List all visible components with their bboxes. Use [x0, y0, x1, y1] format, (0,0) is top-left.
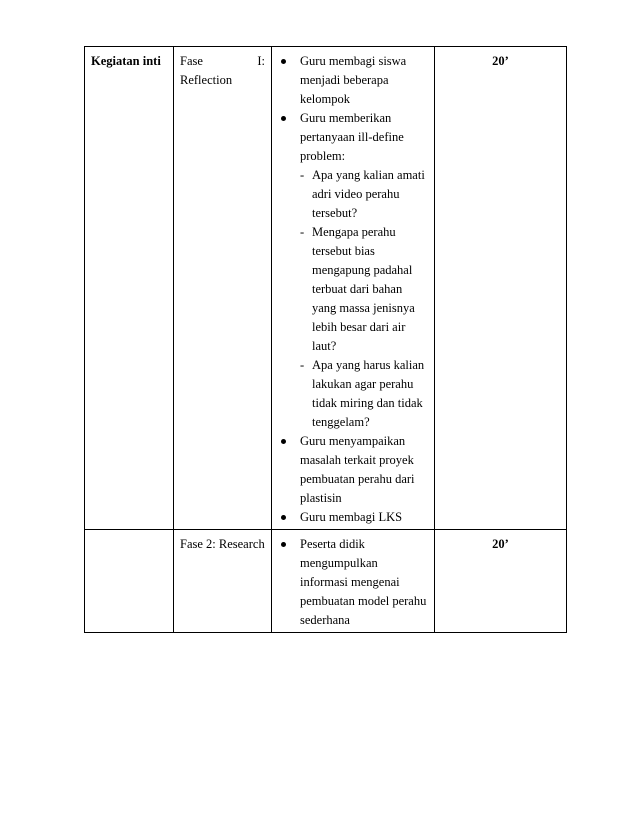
- activity-cell: [272, 47, 435, 530]
- table-row: [85, 530, 567, 633]
- activity-item: Guru membagi siswa menjadi beberapa kelompok: [278, 52, 428, 109]
- activity-cell: [272, 530, 435, 633]
- stage-cell: Kegiatan inti: [85, 47, 174, 530]
- activity-list: [278, 52, 428, 527]
- activity-item: Guru menyampaikan masalah terkait proyek pembuatan perahu dari plastisin: [278, 432, 428, 508]
- phase-name: Reflection: [180, 73, 233, 87]
- question-item: - Mengapa perahu tersebut bias mengapung padahal terbuat dari bahan yang massa jenisnya lebih besar dari air laut?: [300, 223, 428, 356]
- question-item: - Apa yang kalian amati adri video perahu tersebut?: [300, 166, 428, 223]
- question-list: [300, 166, 428, 432]
- activity-item: Guru membagi LKS: [278, 508, 428, 527]
- lesson-activity-table: [84, 46, 567, 633]
- activity-item: [278, 109, 428, 432]
- phase-cell: [174, 47, 272, 530]
- question-item: - Apa yang harus kalian lakukan agar perahu tidak miring dan tidak tenggelam?: [300, 356, 428, 432]
- duration-cell: 20’: [435, 47, 567, 530]
- stage-cell: [85, 530, 174, 633]
- activity-item-text: Guru memberikan pertanyaan ill-define problem:: [300, 111, 404, 163]
- phase-cell: Fase 2: Research: [174, 530, 272, 633]
- phase-label-line: [180, 52, 265, 71]
- activity-list: [278, 535, 428, 630]
- phase-number: I:: [257, 54, 265, 68]
- table-row: [85, 47, 567, 530]
- duration-cell: 20’: [435, 530, 567, 633]
- activity-item: Peserta didik mengumpulkan informasi mengenai pembuatan model perahu sederhana: [278, 535, 428, 630]
- phase-word: Fase: [180, 54, 203, 68]
